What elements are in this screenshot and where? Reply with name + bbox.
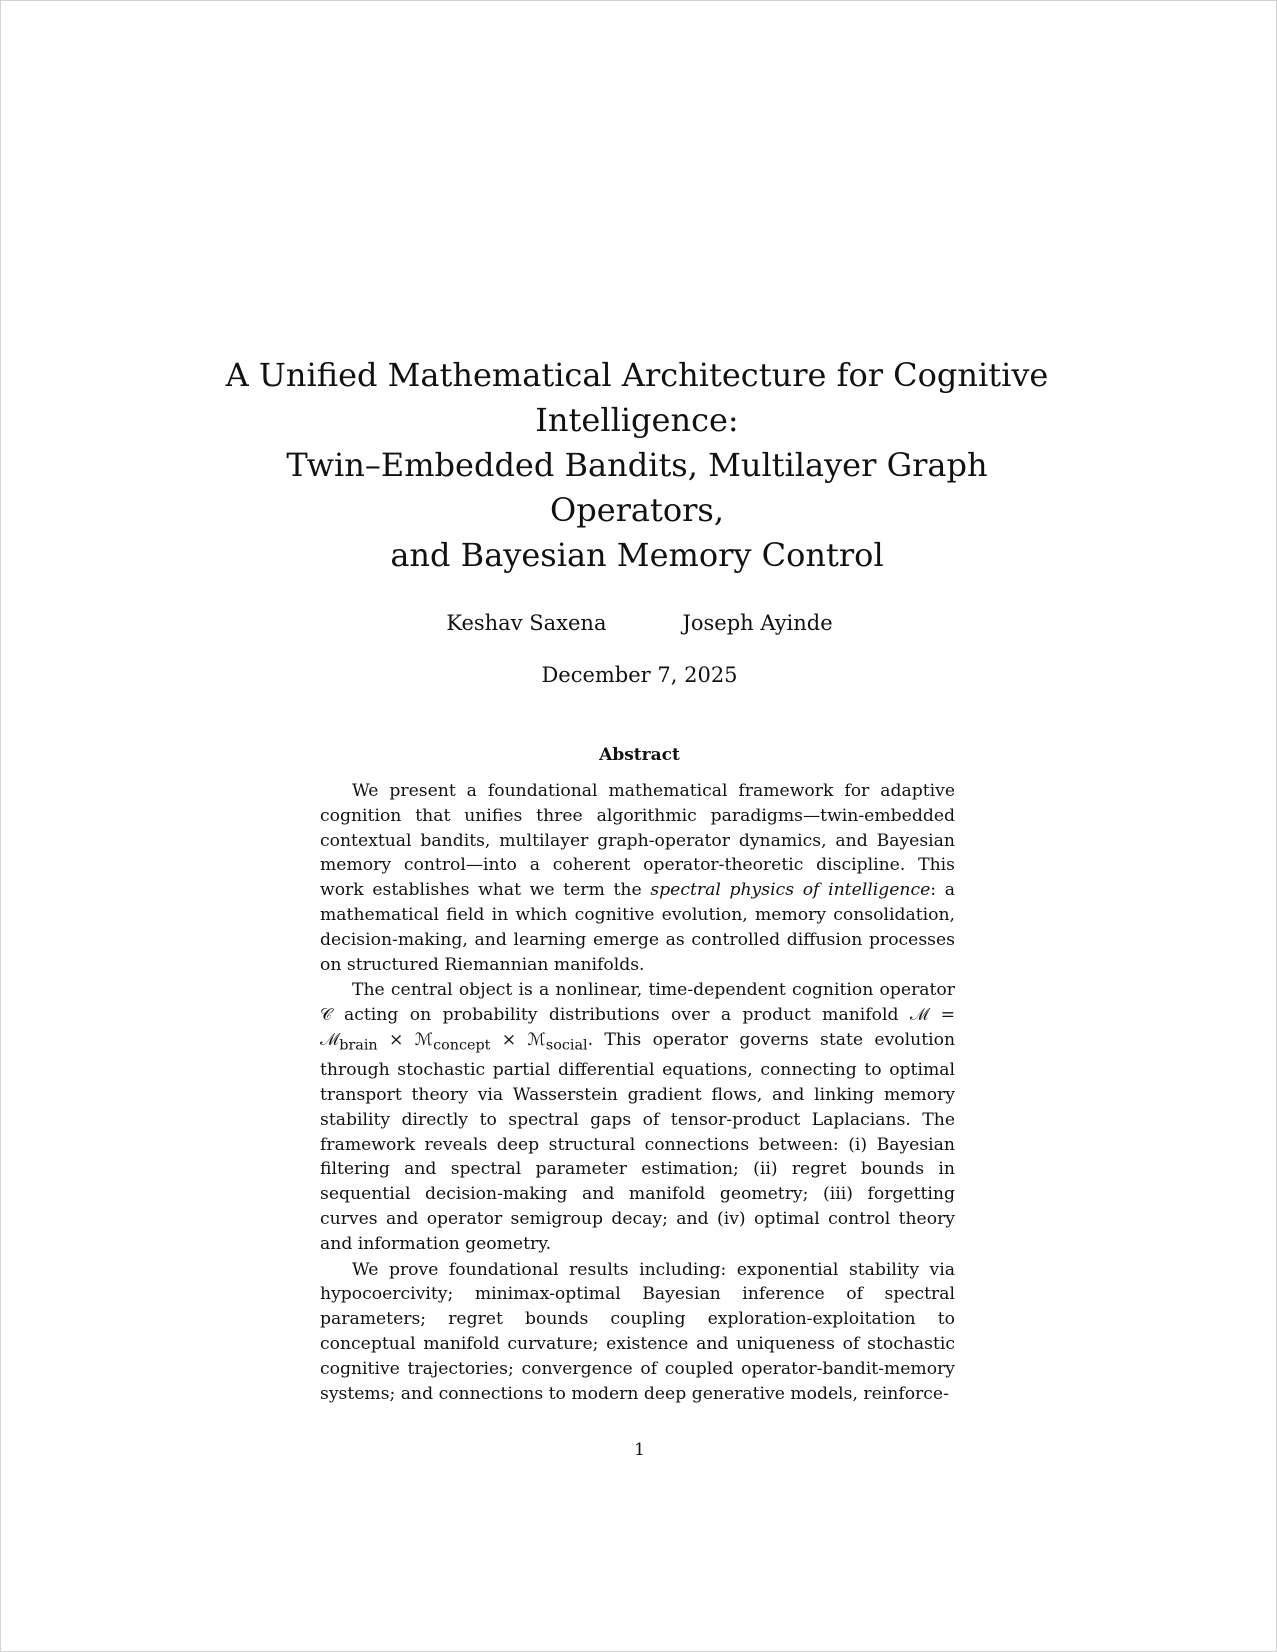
abstract-paragraph: The central object is a nonlinear, time-dependent cognition operator 𝒞 acting on probability distributions over a product manifold ℳ = ℳ$_{brain}$ × ℳ$_{concept}$ × ℳ$_{social}$. This operator governs state evolution through stochastic partial differential equations, connecting to optimal transport theory via Wasserstein gradient flows, and linking memory stability directly to spectral gaps of tensor-product Laplacians. The framework reveals deep structural connections between: (i) Bayesian filtering and spectral parameter estimation; (ii) regret bounds in sequential decision-making and manifold geometry; (iii) forgetting curves and operator semigroup decay; and (iv) optimal control theory and information geometry. xyxy=(320,980,956,1254)
paper-title xyxy=(201,353,1073,578)
publication-date: December 7, 2025 xyxy=(541,663,738,687)
abstract-heading: Abstract xyxy=(599,745,680,765)
title-line: and Bayesian Memory Control xyxy=(390,536,884,574)
abstract-body xyxy=(320,779,955,1406)
title-line: Operators, xyxy=(549,491,725,529)
author-name: Keshav Saxena xyxy=(446,611,607,635)
title-line: Twin–Embedded Bandits, Multilayer Graph xyxy=(286,446,988,484)
page-number: 1 xyxy=(634,1440,645,1460)
title-line: Intelligence: xyxy=(535,401,739,439)
abstract-paragraph: We present a foundational mathematical framework for adaptive cognition that unifies three algorithmic paradigms—twin-embedded contextual bandits, multilayer graph-operator dynamics, and Bayesian memory control—into a coherent operator-theoretic discipline. This work establishes what we term the spectral physics of intelligence: a mathematical field in which cognitive evolution, memory consolidation, decision-making, and learning emerge as controlled diffusion processes on structured Riemannian manifolds. xyxy=(320,781,955,975)
title-line: A Unified Mathematical Architecture for Cognitive xyxy=(225,356,1049,394)
author-list xyxy=(1,609,1277,637)
math-manifold: ℳ = ℳ$_{brain}$ × ℳ$_{concept}$ × ℳ$_{social}$ xyxy=(320,1005,955,1054)
math-operator: 𝒞 xyxy=(320,1005,333,1026)
emphasis: spectral physics of intelligence xyxy=(650,880,931,901)
author-name: Joseph Ayinde xyxy=(682,611,833,635)
abstract-paragraph: We prove foundational results including: exponential stability via hypocoercivity; minimax-optimal Bayesian inference of spectral parameters; regret bounds coupling exploration-exploitation to conceptual manifold curvature; existence and uniqueness of stochastic cognitive trajectories; convergence of coupled operator-bandit-memory systems; and connections to modern deep generative models, reinforce- xyxy=(320,1259,955,1404)
